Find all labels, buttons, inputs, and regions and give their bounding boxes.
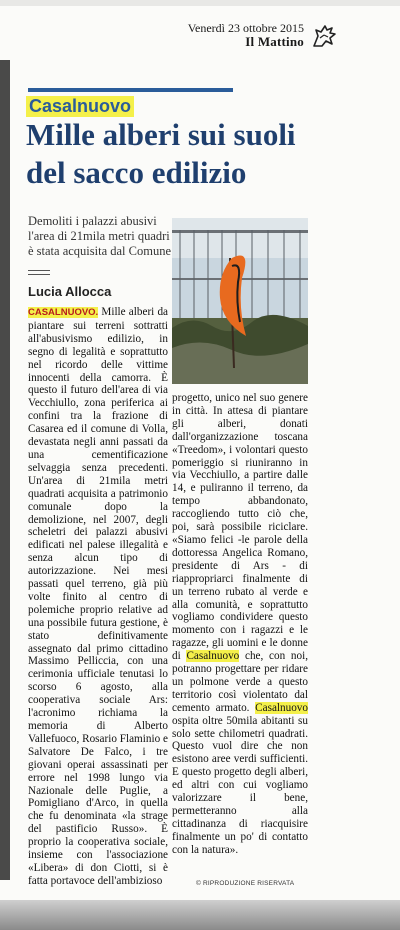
page-bottom-edge xyxy=(0,900,400,930)
divider xyxy=(28,270,50,271)
headline: Mille alberi sui suoli del sacco edilizio xyxy=(26,117,296,190)
copyright-notice: © RIPRODUZIONE RISERVATA xyxy=(196,880,295,887)
body-text: ospita oltre 50mila abitanti su solo sette chilometri quadrati. Questo vuol dire che non esistono aree verdi sufficienti. E questo progetto degli alberi, ed altri con cui vogliamo valorizzare il bene, permetteranno alla cittadinanza di riacquisire finalmente un po' di contatto con la natura». xyxy=(172,714,308,856)
article-column-1 xyxy=(28,306,168,888)
body-text: progetto, unico nel suo genere in città. In attesa di piantare gli alberi, donati dall'organizzazione toscana «Treedom», i volontari questo pomeriggio si riuniranno in via Vecchiullo, a partire dalle 14, e puliranno il terreno, da tempo abbandonato, raccogliendo tutto ciò che, poi, sarà possibile riciclare. «Siamo felici -le parole della dottoressa Angelica Romano, presidente di Ars - di riappropriarci finalmente di un terreno rubato al verde e alla comunità, e soprattutto vogliamo condividere questo momento con i ragazzi e le ragazze, gli uomini e le donne di xyxy=(172,392,308,663)
body-text: che, con noi, potranno progettare per ridare un polmone verde a questo territorio così violentato dal cemento armato. xyxy=(172,650,309,714)
newspaper-name: Il Mattino xyxy=(245,34,304,50)
dateline: CASALNUOVO. xyxy=(28,307,99,318)
top-strip xyxy=(0,0,400,6)
horse-icon xyxy=(308,20,340,52)
article-column-2 xyxy=(172,392,308,857)
issue-date: Venerdì 23 ottobre 2015 xyxy=(187,21,304,35)
subheadline: Demoliti i palazzi abusivi l'area di 21mila metri quadri è stata acquisita dal Comune xyxy=(28,214,172,258)
divider xyxy=(28,274,50,275)
masthead xyxy=(188,22,304,49)
body-text: Mille alberi da piantare sui terreni sottratti all'abusivismo edilizio, in segno di legalità e soprattutto nel ricordo delle vittime innocenti della camorra. È questo il futuro dell'area di via Vecchiullo, zona periferica ai confini tra la frazione di Casarea ed il comune di Volla, devastata negli anni passati da una cementificazione selvaggia senza precedenti. Un'area di 21mila metri quadrati acquisita a patrimonio comunale dopo la demolizione, nel 2007, degli scheletri dei palazzi abusivi edificati nel palese illegalità e senza alcun tipo di autorizzazione. Nei mesi passati quel terreno, già più volte finito al centro di polemiche proprio relative ad una possibile futura gestione, è stato definitivamente assegnato dal primo cittadino Massimo Pelliccia, con una cerimonia ufficiale tenutasi lo scorso 6 agosto, alla cooperativa sociale Ars: l'acronimo richiama la memoria di Alberto Vallefuoco, Rosario Flaminio e Salvatore De Falco, i tre giovani operai assassinati per errore nel 1998 lungo via Nazionale delle Puglie, a Pomigliano d'Arco, in quella che fu denominata «la strage del pastificio Russo». È proprio la cooperativa sociale, insieme con l'associazione «Libera» di don Ciotti, si è fatta portavoce dell'ambizioso xyxy=(28,306,169,887)
highlighted-term: Casalnuovo xyxy=(255,701,308,714)
section-rule xyxy=(28,88,233,92)
article-photo xyxy=(172,218,308,384)
section-label: Casalnuovo xyxy=(26,96,134,117)
highlighted-term: Casalnuovo xyxy=(186,650,240,663)
author-byline: Lucia Allocca xyxy=(28,284,112,299)
page-edge-shadow xyxy=(0,60,10,880)
